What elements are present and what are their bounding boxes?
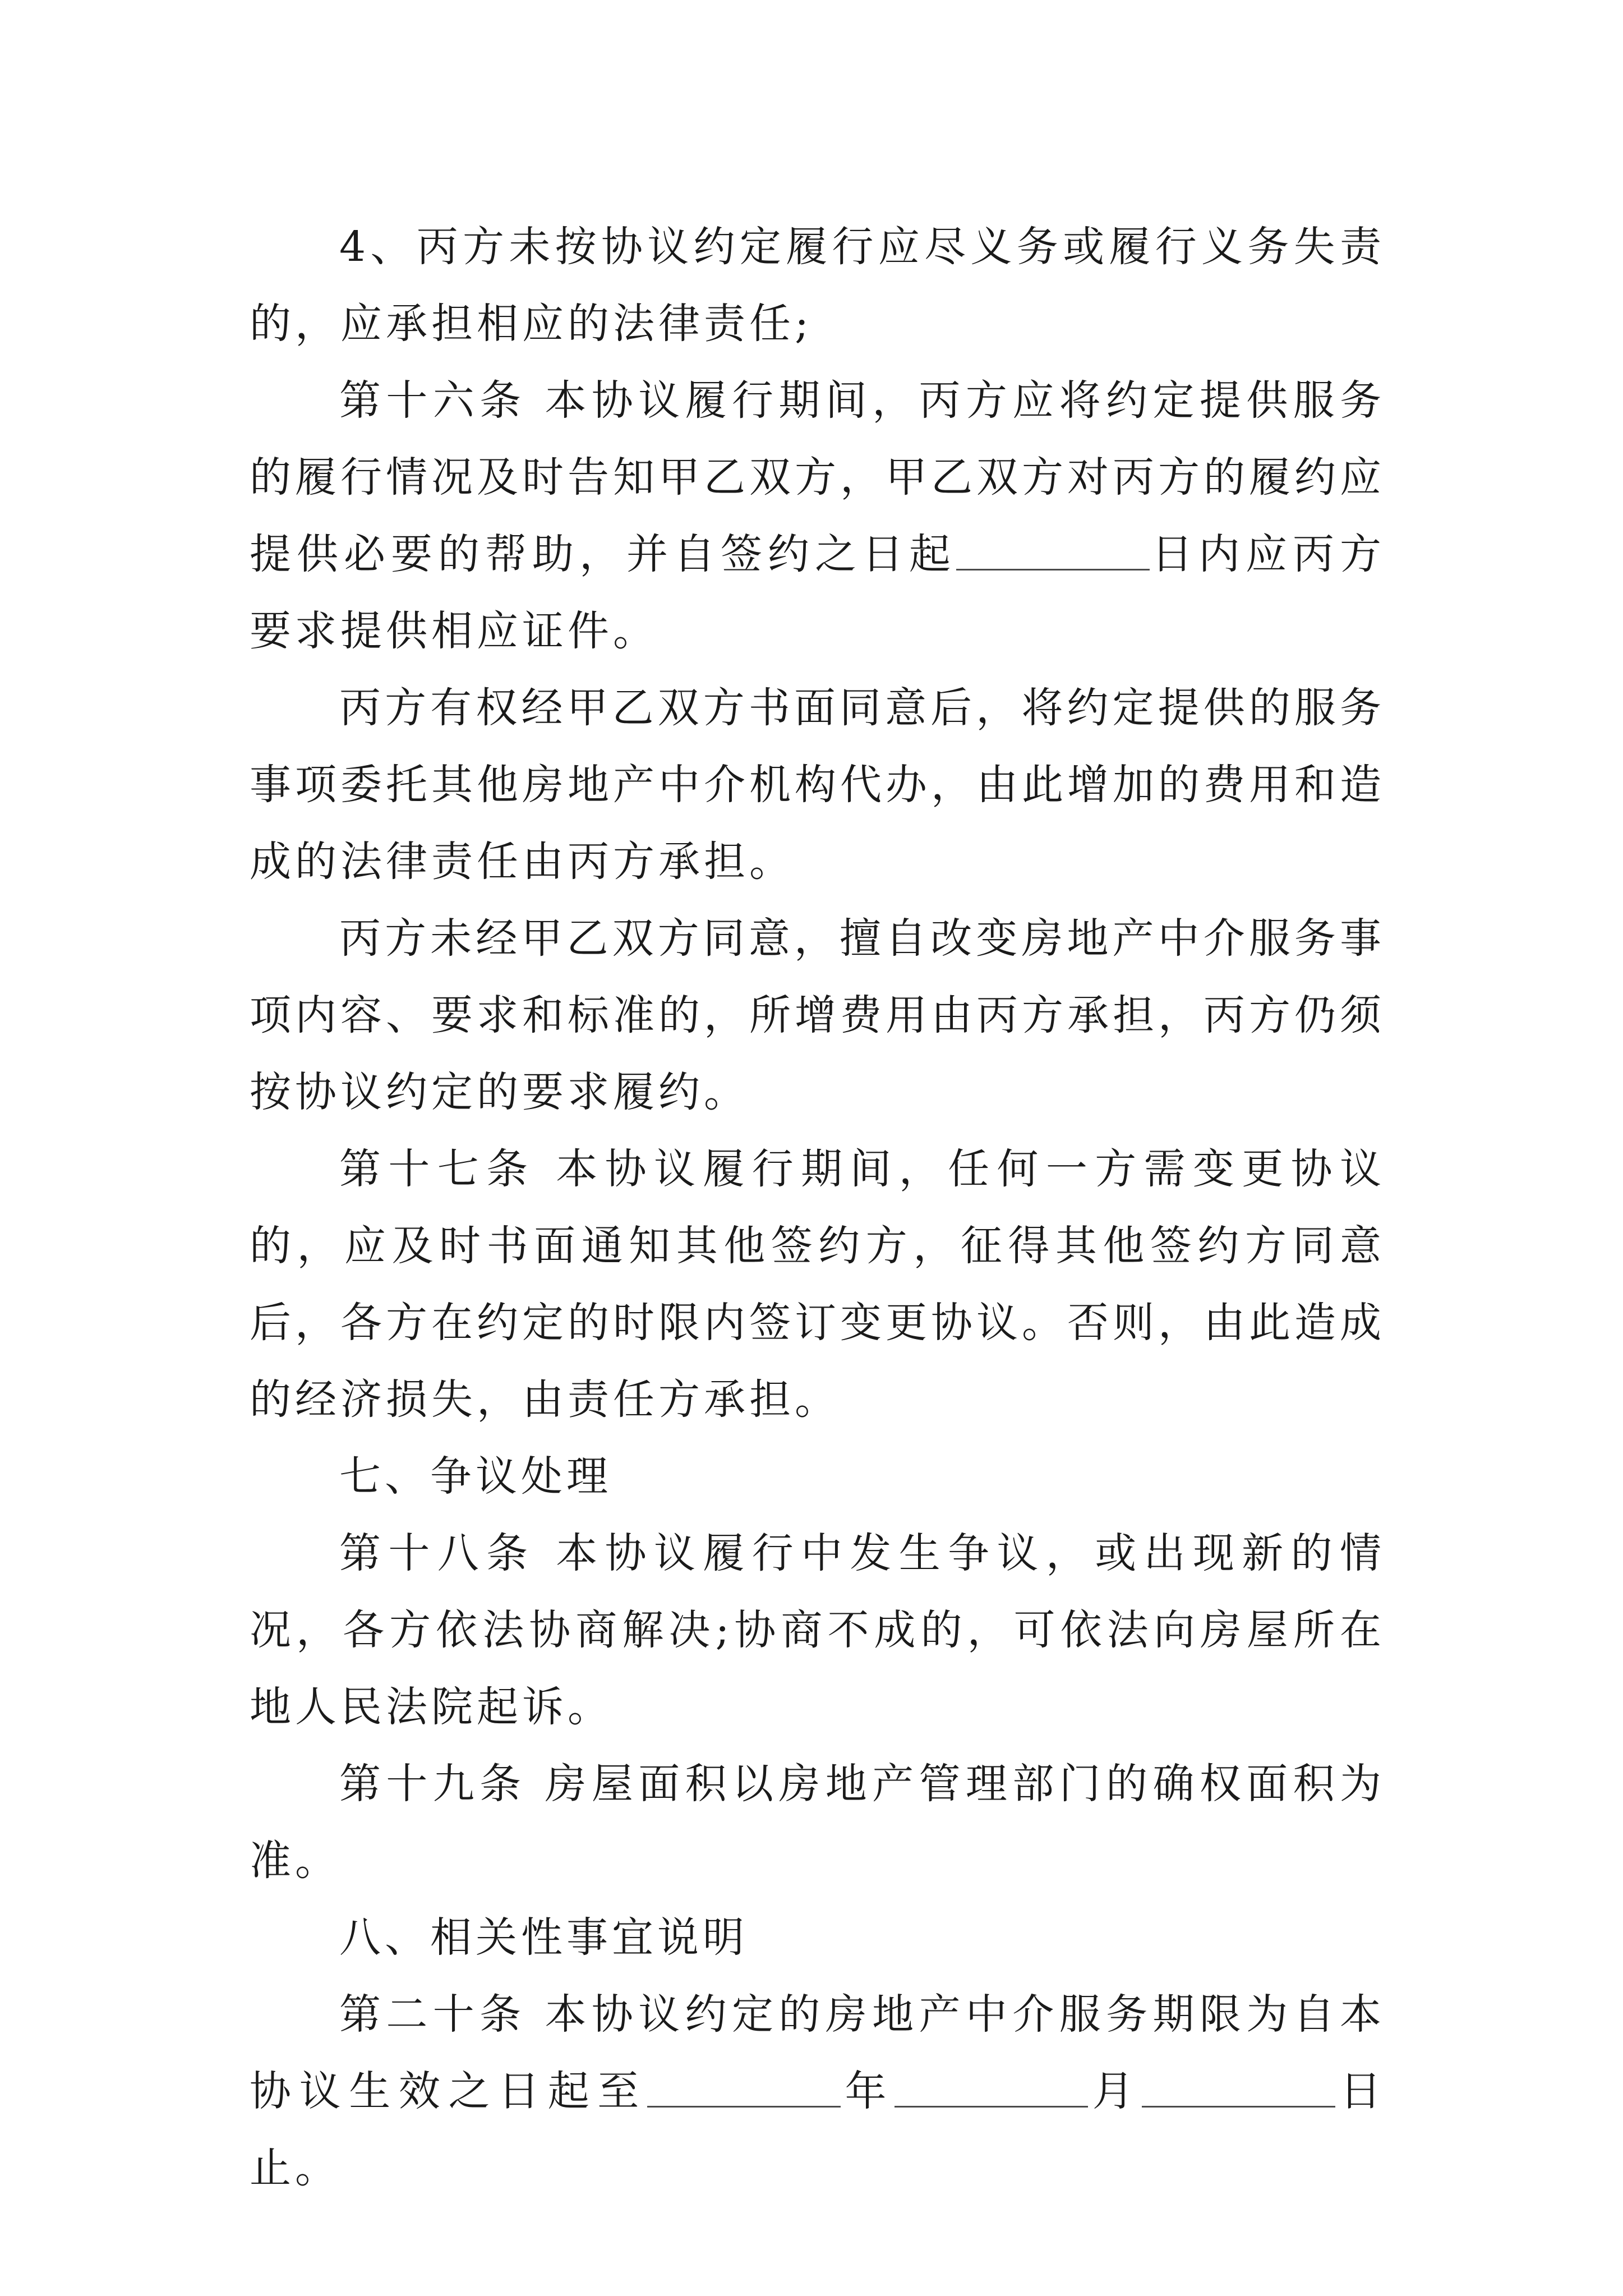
paragraph-unauthorized-change xyxy=(250,900,1385,1131)
year-label: 年 xyxy=(840,2067,895,2115)
blank-year-field xyxy=(647,2072,841,2108)
heading-text: 七、争议处理 xyxy=(339,1452,612,1501)
section-heading-related-matters xyxy=(250,1899,1385,1976)
paragraph-text: 日内应丙方要求提供相应证件。 xyxy=(250,530,1385,655)
paragraph-article-20 xyxy=(250,1976,1385,2207)
blank-day-field xyxy=(1142,2072,1335,2108)
blank-days-field xyxy=(956,535,1150,570)
paragraph-article-19 xyxy=(250,1746,1385,1899)
month-label: 月 xyxy=(1088,2067,1142,2115)
day-label: 日止。 xyxy=(250,2067,1386,2192)
paragraph-text: 丙方有权经甲乙双方书面同意后，将约定提供的服务事项委托其他房地产中介机构代办，由此增加的费用和造成的法律责任由丙方承担。 xyxy=(250,684,1385,886)
document-body xyxy=(250,209,1385,2207)
paragraph-item-4 xyxy=(250,209,1385,362)
blank-month-field xyxy=(895,2072,1088,2108)
paragraph-text: 丙方未经甲乙双方同意，擅自改变房地产中介服务事项内容、要求和标准的，所增费用由丙方承担，丙方仍须按协议约定的要求履约。 xyxy=(250,914,1385,1116)
paragraph-text: 第十八条 本协议履行中发生争议，或出现新的情况，各方依法协商解决;协商不成的，可依法向房屋所在地人民法院起诉。 xyxy=(250,1529,1385,1731)
paragraph-entrust xyxy=(250,670,1385,900)
paragraph-text: 第十七条 本协议履行期间，任何一方需变更协议的，应及时书面通知其他签约方，征得其他签约方同意后，各方在约定的时限内签订变更协议。否则，由此造成的经济损失，由责任方承担。 xyxy=(250,1145,1385,1424)
paragraph-article-17 xyxy=(250,1131,1385,1438)
section-heading-dispute xyxy=(250,1438,1385,1515)
paragraph-text: 第十六条 本协议履行期间，丙方应将约定提供服务的履行情况及时告知甲乙双方，甲乙双方对丙方的履约应提供必要的帮助，并自签约之日起 xyxy=(250,376,1385,578)
paragraph-article-18 xyxy=(250,1515,1385,1746)
paragraph-article-16 xyxy=(250,362,1385,670)
paragraph-text: 第二十条 本协议约定的房地产中介服务期限为自本协议生效之日起至 xyxy=(250,1990,1385,2115)
paragraph-text: 第十九条 房屋面积以房地产管理部门的确权面积为准。 xyxy=(250,1760,1385,1885)
heading-text: 八、相关性事宜说明 xyxy=(339,1913,748,1962)
paragraph-text: 4、丙方未按协议约定履行应尽义务或履行义务失责的，应承担相应的法律责任; xyxy=(250,223,1385,348)
